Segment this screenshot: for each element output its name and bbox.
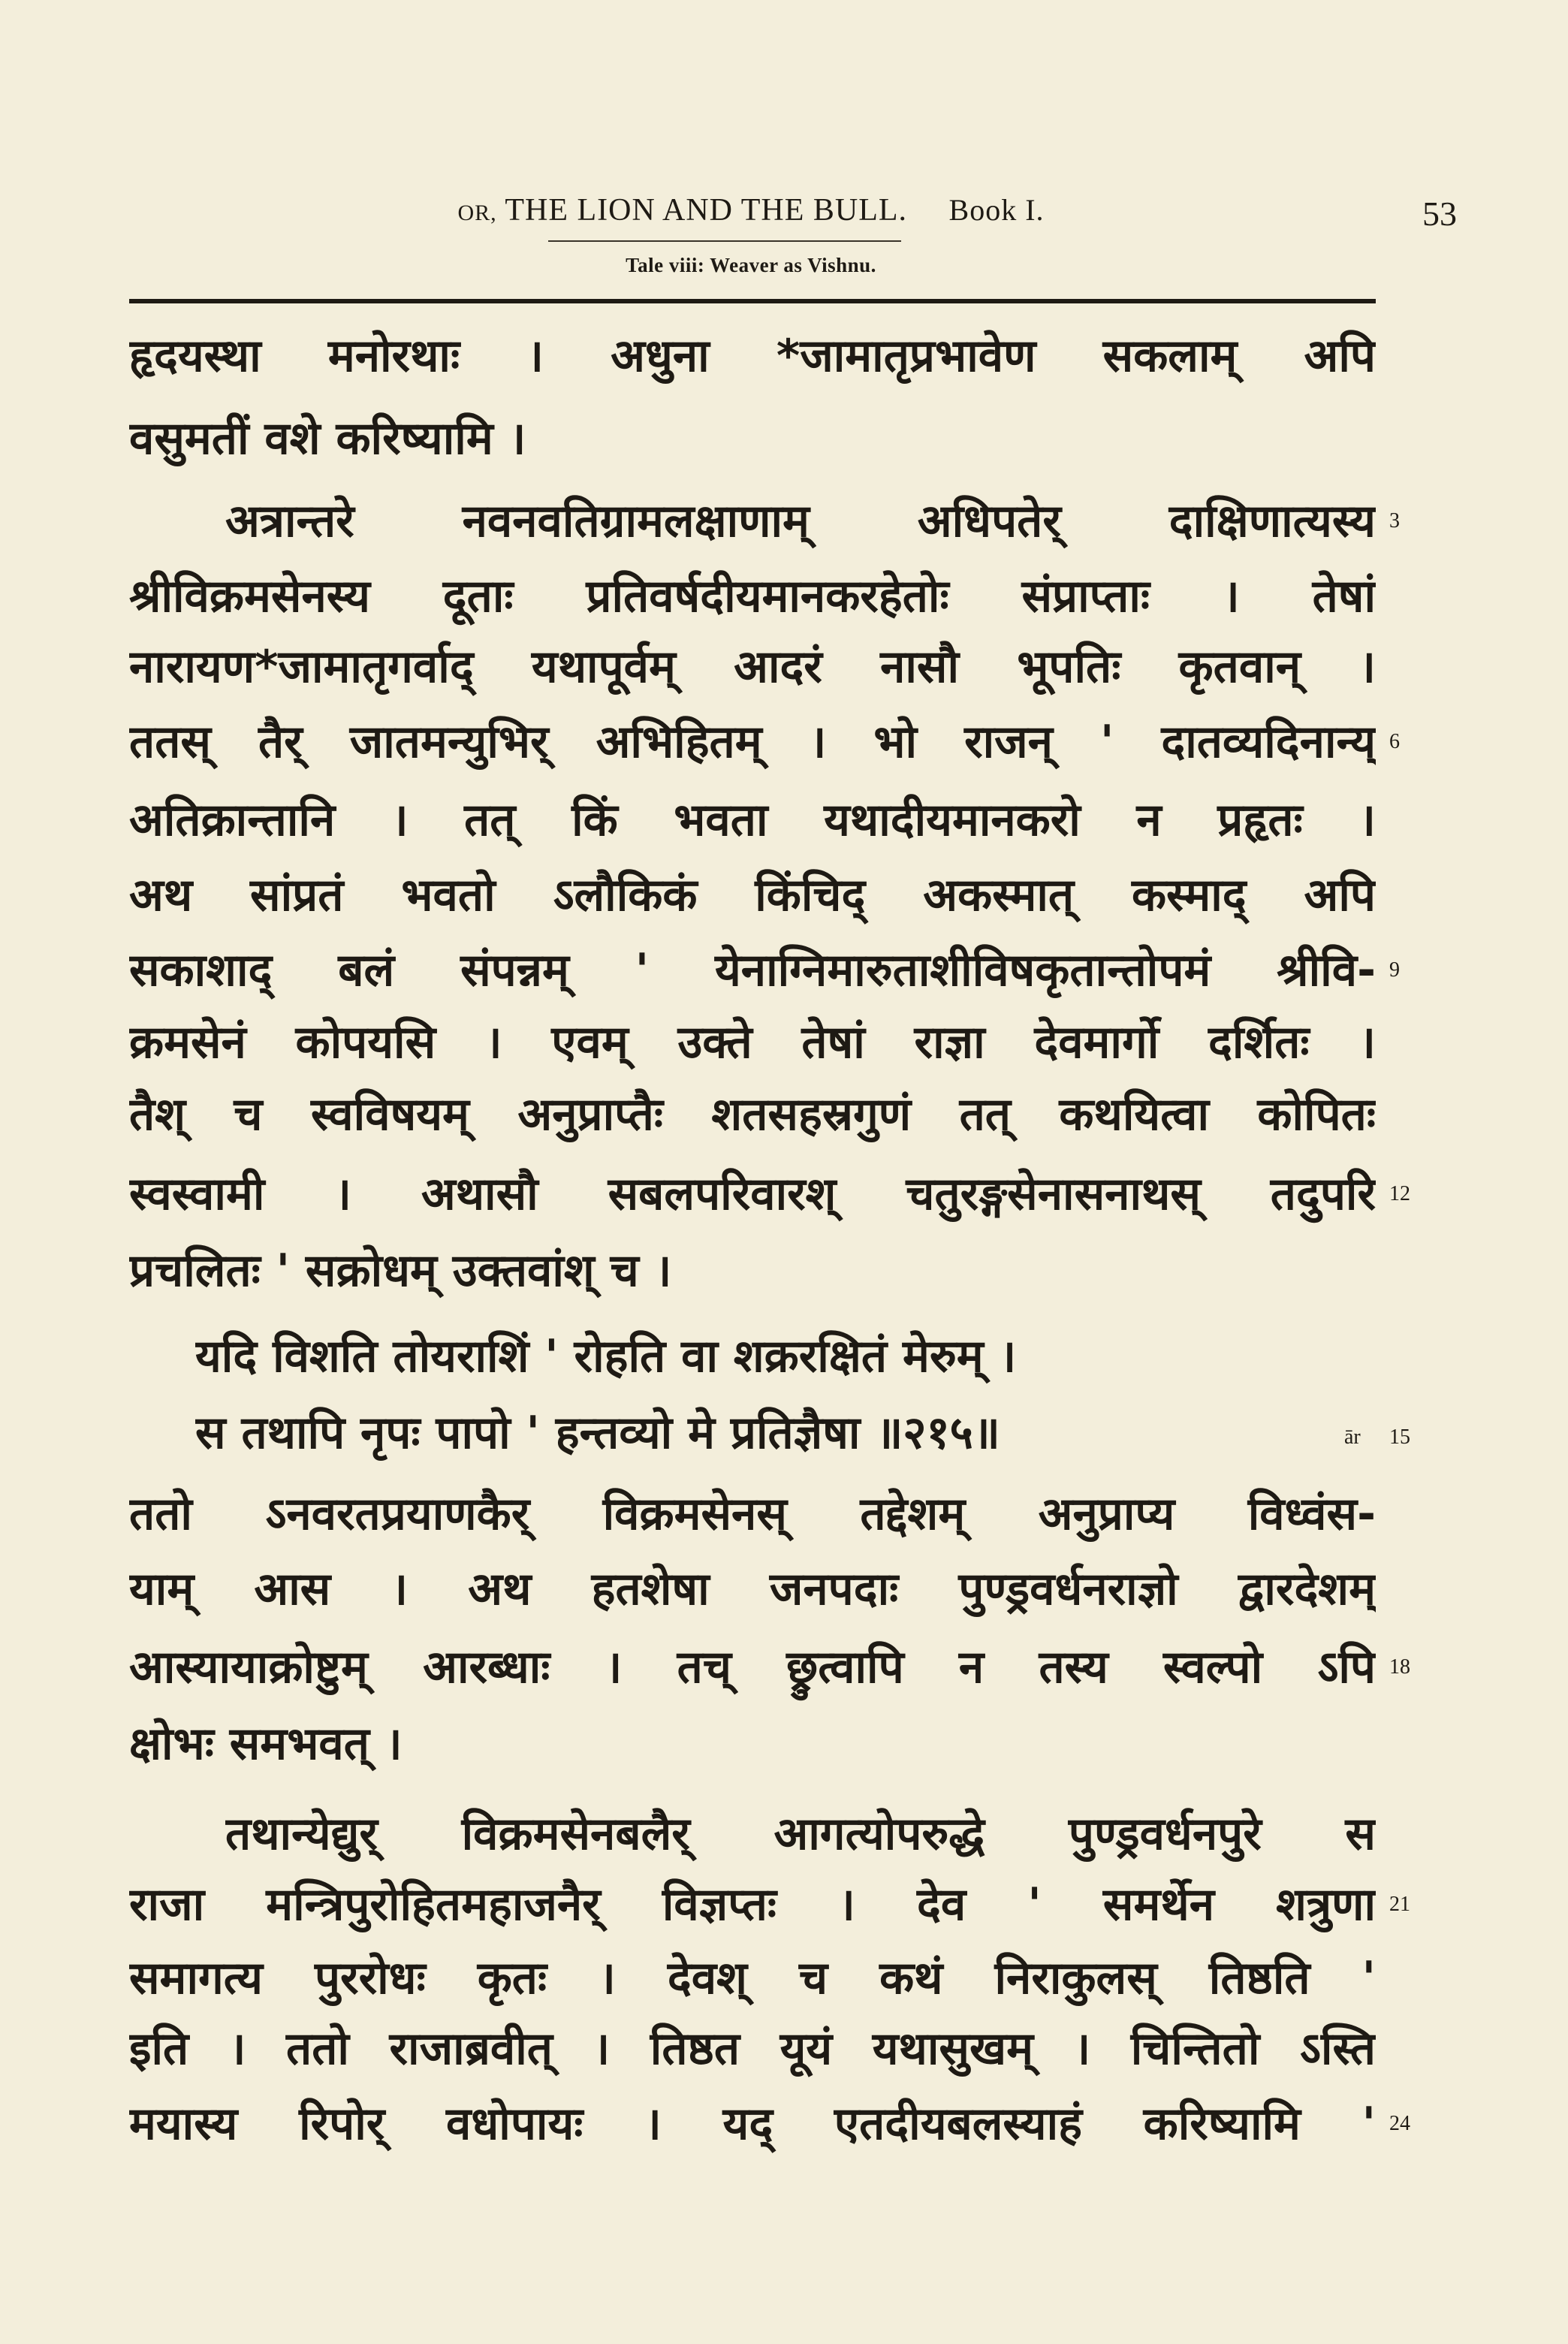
line-number: 9 — [1389, 958, 1400, 982]
text-line: इति । ततो राजाब्रवीत् । तिष्ठत यूयं यथासुखम् । चिन्तितो ऽस्ति — [129, 2023, 1376, 2075]
running-head-prefix: OR, — [457, 201, 497, 225]
line-number: 24 — [1389, 2112, 1410, 2135]
text-line: हृदयस्था मनोरथाः । अधुना *जामातृप्रभावेण सकलाम् अपि — [129, 330, 1376, 382]
text-line: अथ सांप्रतं भवतो ऽलौकिकं किंचिद् अकस्मात् कस्माद् अपि — [129, 869, 1376, 922]
subhead-rule — [548, 240, 901, 242]
running-head — [128, 192, 1374, 228]
text-line: नारायण*जामातृगर्वाद् यथापूर्वम् आदरं नासौ भूपतिः कृतवान् । — [129, 641, 1376, 693]
line-number: 18 — [1389, 1655, 1410, 1679]
book-label: Book I. — [948, 193, 1045, 227]
text-line: वसुमतीं वशे करिष्यामि । — [129, 412, 526, 465]
line-number: 12 — [1389, 1182, 1410, 1205]
line-number: 15 — [1389, 1425, 1410, 1449]
text-line: प्रचलितः ' सक्रोधम् उक्तवांश् च । — [129, 1244, 672, 1297]
text-line: स्वस्वामी । अथासौ सबलपरिवारश् चतुरङ्गसेनासनाथस् तदुपरि — [129, 1168, 1376, 1220]
line-number: 6 — [1389, 730, 1400, 753]
text-line: अतिक्रान्तानि । तत् किं भवता यथादीयमानकरो न प्रहृतः । — [129, 794, 1376, 846]
page-number: 53 — [1422, 195, 1457, 233]
text-line: क्रमसेनं कोपयसि । एवम् उक्ते तेषां राज्ञा देवमार्गो दर्शितः । — [129, 1016, 1376, 1069]
running-head-title: THE LION AND THE BULL. — [505, 193, 908, 228]
text-line: मयास्य रिपोर् वधोपायः । यद् एतदीयबलस्याहं करिष्यामि ' — [129, 2098, 1376, 2150]
line-number: 21 — [1389, 1893, 1410, 1916]
text-line: ततो ऽनवरतप्रयाणकैर् विक्रमसेनस् तद्देशम् अनुप्राप्य विध्वंस- — [129, 1488, 1376, 1540]
tale-subhead: Tale viii: Weaver as Vishnu. — [626, 254, 876, 276]
text-line: सकाशाद् बलं संपन्नम् ' येनाग्निमारुताशीविषकृतान्तोपमं श्रीवि- — [129, 944, 1376, 997]
text-line: श्रीविक्रमसेनस्य दूताः प्रतिवर्षदीयमानकरहेतोः संप्राप्ताः । तेषां — [129, 570, 1376, 623]
line-number: 3 — [1389, 509, 1400, 532]
text-line: समागत्य पुररोधः कृतः । देवश् च कथं निराकुलस् तिष्ठति ' — [129, 1952, 1376, 2005]
text-line: आस्यायाक्रोष्टुम् आरब्धाः । तच् छ्रुत्वापि न तस्य स्वल्पो ऽपि — [129, 1641, 1376, 1694]
verse-line: यदि विशति तोयराशिं ' रोहति वा शक्ररक्षितं मेरुम् । — [195, 1330, 1017, 1383]
text-line: अत्रान्तरे नवनवतिग्रामलक्षाणाम् अधिपतेर् दाक्षिणात्यस्य — [225, 495, 1376, 548]
text-line: ततस् तैर् जातमन्युभिर् अभिहितम् । भो राजन् ' दातव्यदिनान्य् — [129, 716, 1376, 768]
text-line: तथान्येद्युर् विक्रमसेनबलैर् आगत्योपरुद्धे पुण्ड्रवर्धनपुरे स — [225, 1808, 1376, 1860]
text-line: राजा मन्त्रिपुरोहितमहाजनैर् विज्ञप्तः । देव ' समर्थेन शत्रुणा — [129, 1878, 1376, 1931]
header-rule — [129, 299, 1376, 303]
text-line: याम् आस । अथ हतशेषा जनपदाः पुण्ड्रवर्धनराज्ञो द्वारदेशम् — [129, 1563, 1376, 1615]
text-line: क्षोभः समभवत् । — [129, 1718, 403, 1770]
verse-line: स तथापि नृपः पापो ' हन्तव्यो मे प्रतिज्ञैषा ॥२१५॥ — [195, 1407, 1000, 1459]
text-line: तैश् च स्वविषयम् अनुप्राप्तैः शतसहस्रगुणं तत् कथयित्वा कोपितः — [129, 1088, 1376, 1141]
meter-label: ār — [1344, 1425, 1361, 1449]
